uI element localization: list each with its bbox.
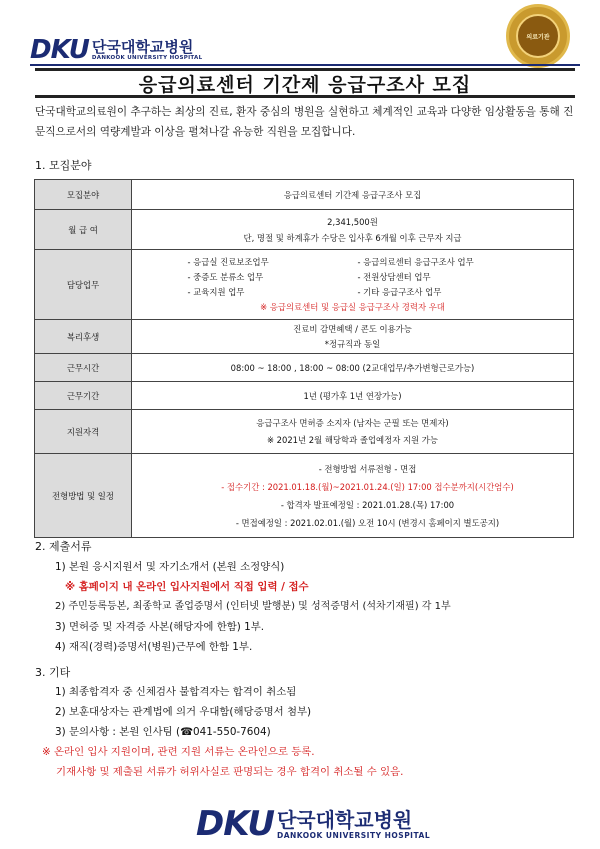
field-label: 모집분야	[35, 180, 132, 210]
online-application-note: ※ 홈페이지 내 온라인 입사지원에서 직접 입력 / 접수	[65, 581, 309, 593]
list-item: 1) 최종합격자 중 신체검사 불합격자는 합격이 취소됨	[55, 686, 297, 698]
title-box	[35, 68, 575, 98]
process-step: - 합격자 발표예정일 : 2021.01.28.(목) 17:00	[280, 499, 455, 510]
section-etc-heading: 3. 기타	[35, 666, 71, 679]
table-row	[35, 320, 574, 354]
logo-mark: DKU	[30, 35, 89, 65]
logo-name-en: DANKOOK UNIVERSITY HOSPITAL	[276, 830, 431, 840]
list-item: 3) 면허증 및 자격증 사본(해당자에 한함) 1부.	[55, 621, 265, 633]
recruit-table	[34, 179, 574, 538]
process-label: 전형방법 및 일정	[35, 454, 132, 538]
duty-item: - 기타 응급구조사 업무	[357, 286, 442, 297]
period-value: 1년 (평가후 1년 연장가능)	[132, 382, 574, 410]
logo-name-en: DANKOOK UNIVERSITY HOSPITAL	[91, 54, 203, 61]
logo-name-kr: 단국대학교병원	[276, 807, 413, 832]
etc-list	[55, 682, 311, 742]
certification-badge-icon	[506, 4, 570, 68]
duty-item: - 응급의료센터 응급구조사 업무	[357, 256, 474, 267]
duty-item: - 응급실 진료보조업무	[187, 256, 269, 267]
process-step: - 접수기간 : 2021.01.18.(월)~2021.01.24.(일) 17:00 접수분까지(시간엄수)	[221, 481, 514, 492]
warning-false-info: 기재사항 및 제출된 서류가 허위사실로 판명되는 경우 합격이 취소될 수 있음.	[56, 766, 404, 778]
qualification-note: ※ 2021년 2월 해당학과 졸업예정자 지원 가능	[267, 434, 438, 445]
page-title: 응급의료센터 기간제 응급구조사 모집	[138, 73, 472, 96]
hospital-logo	[30, 35, 202, 65]
section-documents-heading: 2. 제출서류	[35, 540, 92, 553]
list-item: 2) 주민등록등본, 최종학교 졸업증명서 (인터넷 발행분) 및 성적증명서 (석차기재필) 각 1부	[55, 601, 451, 612]
table-row	[35, 382, 574, 410]
duty-item: - 중증도 분류소 업무	[187, 271, 264, 282]
process-step: - 면접예정일 : 2021.02.01.(월) 오전 10시 (변경시 홈페이지 별도공지)	[235, 517, 500, 528]
duties-list	[132, 255, 573, 300]
duties-label: 담당업무	[35, 250, 132, 320]
qualification-label: 지원자격	[35, 410, 132, 454]
pay-note: 단, 명절 및 하계휴가 수당은 입사후 6개월 이후 근무자 지급	[243, 232, 462, 243]
duties-preference-note: ※ 응급의료센터 및 응급실 응급구조사 경력자 우대	[260, 301, 445, 312]
table-row	[35, 454, 574, 538]
intro-paragraph: 단국대학교의료원이 추구하는 최상의 진료, 환자 중심의 병원을 실현하고 체계적인 교육과 다양한 임상활동을 통해 진문직으로서의 역량계발과 이상을 펼쳐나갈 유능한 직원을 모집합니다.	[35, 106, 574, 138]
table-row	[35, 354, 574, 382]
period-label: 근무기간	[35, 382, 132, 410]
welfare-label: 복리후생	[35, 320, 132, 354]
pay-label: 월 급 여	[35, 210, 132, 250]
documents-list	[55, 557, 451, 657]
warning-online: ※ 온라인 입사 지원이며, 관련 지원 서류는 온라인으로 등록.	[42, 746, 315, 758]
table-row	[35, 410, 574, 454]
welfare-note: *정규직과 동일	[324, 338, 381, 349]
field-value: 응급의료센터 기간제 응급구조사 모집	[132, 180, 574, 210]
hours-label: 근무시간	[35, 354, 132, 382]
list-item: 4) 재직(경력)증명서(병원)근무에 한함 1부.	[55, 641, 253, 653]
logo-name-kr: 단국대학교병원	[91, 37, 194, 56]
table-row	[35, 180, 574, 210]
qualification-main: 응급구조사 면허증 소지자 (남자는 군필 또는 면제자)	[256, 417, 449, 428]
hours-value: 08:00 ~ 18:00 , 18:00 ~ 08:00 (2교대업무/추가변형근로가능)	[132, 354, 574, 382]
section-recruit-heading: 1. 모집분야	[35, 159, 92, 172]
table-row	[35, 250, 574, 320]
duty-item: - 전원상담센터 업무	[357, 271, 431, 282]
header-divider	[30, 64, 580, 66]
badge-text: 의료기관	[516, 14, 560, 58]
duty-item: - 교육지원 업무	[187, 286, 245, 297]
footer-hospital-logo	[196, 804, 430, 844]
process-step: - 전형방법 서류전형 - 면접	[318, 463, 417, 474]
pay-amount: 2,341,500원	[327, 216, 378, 227]
list-item: 2) 보훈대상자는 관계법에 의거 우대함(해당증명서 첨부)	[55, 706, 312, 718]
table-row	[35, 210, 574, 250]
logo-mark: DKU	[196, 804, 274, 844]
list-item: 3) 문의사항 : 본원 인사팀 (☎041-550-7604)	[55, 726, 271, 738]
welfare-benefit: 진료비 감면혜택 / 콘도 이용가능	[293, 323, 412, 334]
list-item: 1) 본원 응시지원서 및 자기소개서 (본원 소정양식)	[55, 561, 285, 573]
